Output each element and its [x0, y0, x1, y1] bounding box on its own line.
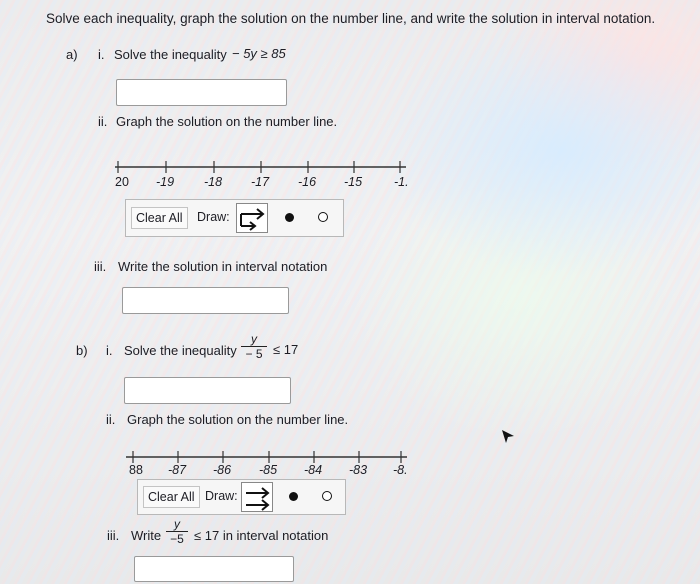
part-b-iii-roman: iii.: [107, 528, 120, 543]
tick-label: -86: [213, 463, 232, 477]
fraction-denominator: − 5: [245, 347, 263, 361]
open-dot-tool-icon[interactable]: [308, 203, 340, 233]
part-a-solution-input[interactable]: [116, 79, 287, 106]
part-b-fraction: [241, 333, 267, 360]
part-a-inequality: − 5y ≥ 85: [232, 46, 286, 61]
tick-label: -17: [251, 175, 270, 189]
open-circle-icon: [318, 212, 328, 222]
closed-dot-tool-icon[interactable]: [278, 482, 310, 512]
part-a-ii-prompt: Graph the solution on the number line.: [116, 114, 338, 129]
tick-label: -85: [259, 463, 278, 477]
instruction-text: Solve each inequality, graph the solution on the number line, and write the solution in interval notation.: [46, 11, 656, 26]
part-b-iii-suffix: ≤ 17 in interval notation: [194, 528, 329, 543]
part-b-rhs: ≤ 17: [273, 342, 299, 357]
tick-label: -16: [298, 175, 317, 189]
tick-label: -19: [156, 175, 175, 189]
part-b-i-prompt: Solve the inequality: [124, 343, 237, 358]
open-circle-icon: [322, 491, 332, 501]
part-b-ii-prompt: Graph the solution on the number line.: [127, 412, 349, 427]
fraction-numerator: y: [251, 332, 257, 346]
tick-label: -83: [349, 463, 368, 477]
tick-label: -8.: [393, 463, 408, 477]
part-a-label: a): [66, 47, 78, 62]
part-a-iii-roman: iii.: [94, 259, 107, 274]
part-b-label: b): [76, 343, 88, 358]
part-a-i-roman: i.: [98, 47, 105, 62]
tick-label: 20: [115, 175, 129, 189]
part-a-number-line[interactable]: [110, 155, 410, 195]
part-a-i-prompt: Solve the inequality: [114, 47, 227, 62]
tick-label: -1.: [394, 175, 409, 189]
part-b-draw-label: Draw:: [205, 489, 238, 503]
part-b-clear-all-button[interactable]: Clear All: [143, 486, 200, 508]
tick-label: -18: [204, 175, 223, 189]
mouse-cursor-icon: [500, 428, 516, 451]
part-b-ii-roman: ii.: [106, 412, 116, 427]
filled-circle-icon: [289, 492, 298, 501]
part-a-ii-roman: ii.: [98, 114, 108, 129]
closed-dot-tool-icon[interactable]: [274, 203, 306, 233]
part-b-iii-prefix: Write: [131, 528, 162, 543]
part-a-draw-label: Draw:: [197, 210, 230, 224]
fraction-denominator: −5: [170, 532, 184, 546]
ray-tool-icon[interactable]: [236, 203, 268, 233]
part-b-draw-toolbar: [137, 479, 346, 515]
part-a-interval-input[interactable]: [122, 287, 289, 314]
part-b-solution-input[interactable]: [124, 377, 291, 404]
part-a-draw-toolbar: [125, 199, 344, 237]
filled-circle-icon: [285, 213, 294, 222]
tick-label: -84: [304, 463, 323, 477]
tick-label: -15: [344, 175, 363, 189]
ray-tool-icon[interactable]: [241, 482, 273, 512]
part-a-iii-prompt: Write the solution in interval notation: [118, 259, 328, 274]
part-b-interval-input[interactable]: [134, 556, 294, 582]
tick-label: -87: [168, 463, 187, 477]
fraction-numerator: y: [174, 517, 180, 531]
part-b-i-roman: i.: [106, 343, 113, 358]
open-dot-tool-icon[interactable]: [312, 482, 344, 512]
part-a-clear-all-button[interactable]: Clear All: [131, 207, 188, 229]
tick-label: 88: [129, 463, 143, 477]
part-b-iii-fraction: [166, 518, 188, 545]
